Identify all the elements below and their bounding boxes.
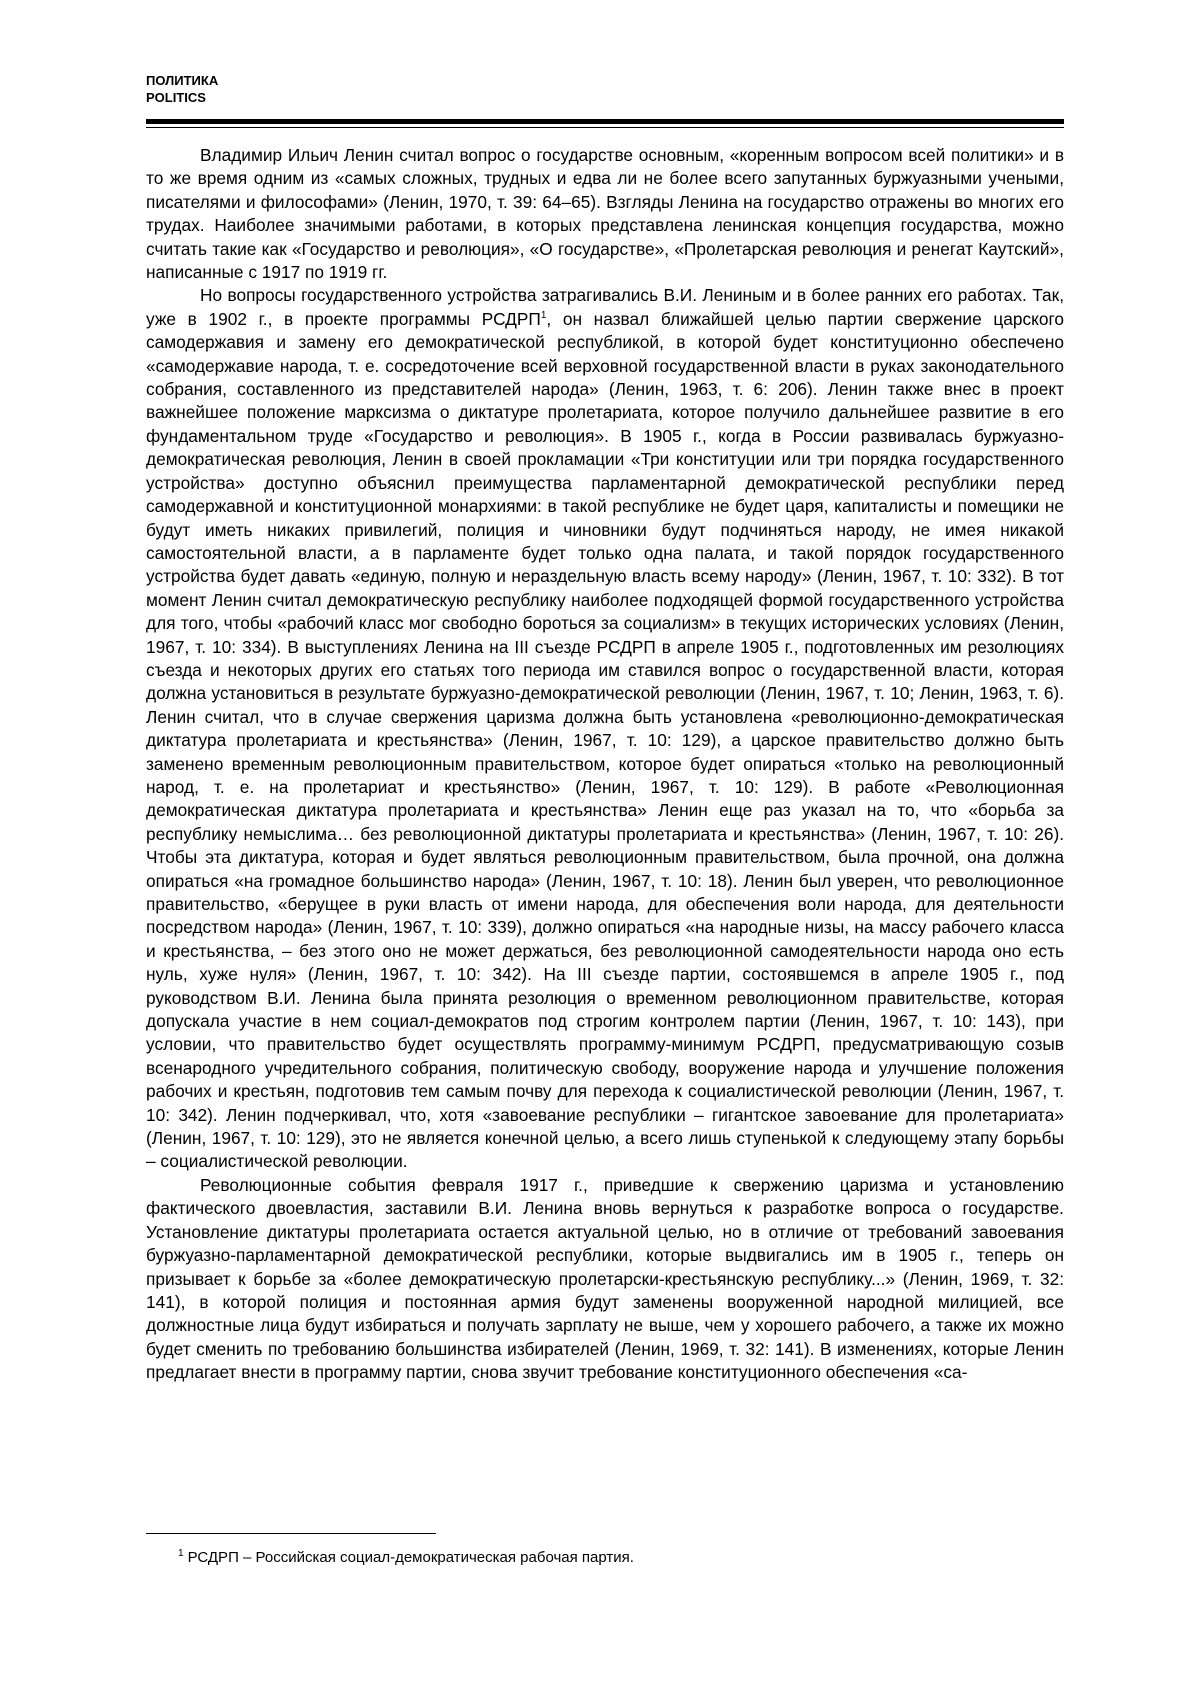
paragraph-3: Революционные события февраля 1917 г., приведшие к свержению царизма и установлению фактического двоевластия, заставили В.И. Ленина вновь вернуться к разработке вопроса о государстве. Установление диктатуры пролетариата остается актуальной целью, но в отличие от требований завоевания буржуазно-парламентарной демократической республики, которые выдвигались им в 1905 г., теперь он призывает к борьбе за «более демократическую пролетарски-крестьянскую республику...» (Ленин, 1969, т. 32: 141), в которой полиция и постоянная армия будут заменены вооруженной народной милицией, все должностные лица будут избираться и получать зарплату не выше, чем у хорошего рабочего, а также их можно будет сменить по требованию большинства избирателей (Ленин, 1969, т. 32: 141). В изменениях, которые Ленин предлагает внести в программу партии, снова звучит требование конституционного обеспечения «са- [146,1174,1064,1383]
footnote-number: 1 [178,1548,184,1559]
paragraph-1: Владимир Ильич Ленин считал вопрос о государстве основным, «коренным вопросом всей политики» и в то же время одним из «самых сложных, трудных и едва ли не более всего запутанных буржуазными учеными, писателями и философами» (Ленин, 1970, т. 39: 64–65). Взгляды Ленина на государство отражены во многих его трудах. Наиболее значимыми работами, в которых представлена ленинская концепция государства, можно считать такие как «Государство и революция», «О государстве», «Пролетарская революция и ренегат Каутский», написанные с 1917 по 1919 гг. [146,145,1064,283]
article-body [146,144,1064,1385]
running-header [146,72,218,106]
header-rule-thick [146,119,1064,124]
footnote-separator [146,1533,436,1534]
footnote-reference[interactable]: 1 [540,310,547,322]
section-title-en: POLITICS [146,90,206,105]
footnote [178,1549,634,1567]
paragraph-2-start: Но вопросы государственного устройства затрагивались В.И. Лениным и в более ранних его работах. Так, уже в 1902 г., в проекте программы РСДРП [146,285,1064,329]
section-title-ru: ПОЛИТИКА [146,73,219,88]
header-rule-thin [146,127,1064,128]
paragraph-2-rest: , он назвал ближайшей целью партии свержение царского самодержавия и замену его демократической республикой, в которой будет конституционно обеспечено «самодержавие народа, т. е. сосредоточение всей верховной государственной власти в руках законодательного собрания, составленного из представителей народа» (Ленин, 1963, т. 6: 206). Ленин также внес в проект важнейшее положение марксизма о диктатуре пролетариата, которое получило дальнейшее развитие в его фундаментальном труде «Государство и революция». В 1905 г., когда в России развивалась буржуазно-демократическая революция, Ленин в своей прокламации «Три конституции или три порядка государственного устройства» доступно объяснил преимущества парламентарной демократической республики перед самодержавной и конституционной монархиями: в такой республике не будет царя, капиталисты и помещики не будут иметь никаких привилегий, полиция и чиновники будут подчиняться народу, не имея никакой самостоятельной власти, а в парламенте будет только одна палата, и такой порядок государственного устройства будет давать «единую, полную и нераздельную власть всему народу» (Ленин, 1967, т. 10: 332). В тот момент Ленин считал демократическую республику наиболее подходящей формой государственного устройства для того, чтобы «рабочий класс мог свободно бороться за социализм» в текущих исторических условиях (Ленин, 1967, т. 10: 334). В выступлениях Ленина на III съезде РСДРП в апреле 1905 г., подготовленных им резолюциях съезда и некоторых других его статьях того периода им ставился вопрос о государственной власти, которая должна установиться в результате буржуазно-демократической революции (Ленин, 1967, т. 10; Ленин, 1963, т. 6). Ленин считал, что в случае свержения царизма должна быть установлена «революционно-демократическая диктатура пролетариата и крестьянства» (Ленин, 1967, т. 10: 129), а царское правительство должно быть заменено временным революционным правительством, которое будет опираться «только на революционный народ, т. е. на пролетариат и крестьянство» (Ленин, 1967, т. 10: 129). В работе «Революционная демократическая диктатура пролетариата и крестьянства» Ленин еще раз указал на то, что «борьба за республику немыслима… без революционной диктатуры пролетариата и крестьянства» (Ленин, 1967, т. 10: 26). Чтобы эта диктатура, которая и будет являться революционным правительством, была прочной, она должна опираться «на громадное большинство народа» (Ленин, 1967, т. 10: 18). Ленин был уверен, что революционное правительство, «берущее в руки власть от имени народа, для обеспечения воли народа, для деятельности посредством народа» (Ленин, 1967, т. 10: 339), должно опираться «на народные низы, на массу рабочего класса и крестьянства, – без этого оно не может держаться, без революционной самодеятельности народа оно есть нуль, хуже нуля» (Ленин, 1967, т. 10: 342). На III съезде партии, состоявшемся в апреле 1905 г., под руководством В.И. Ленина была принята резолюция о временном революционном правительстве, которая допускала участие в нем социал-демократов под строгим контролем партии (Ленин, 1967, т. 10: 143), при условии, что правительство будет осуществлять программу-минимум РСДРП, предусматривающую созыв всенародного учредительного собрания, политическую свободу, вооружение народа и улучшение положения рабочих и крестьян, подготовив тем самым почву для перехода к социалистической революции (Ленин, 1967, т. 10: 342). Ленин подчеркивал, что, хотя «завоевание республики – гигантское завоевание для пролетариата» (Ленин, 1967, т. 10: 129), это не является конечной целью, а всего лишь ступенькой к следующему этапу борьбы – социалистической революции. [146,308,1064,1172]
footnote-text: РСДРП – Российская социал-демократическая рабочая партия. [187,1549,634,1566]
paragraph-2 [146,284,1064,1173]
